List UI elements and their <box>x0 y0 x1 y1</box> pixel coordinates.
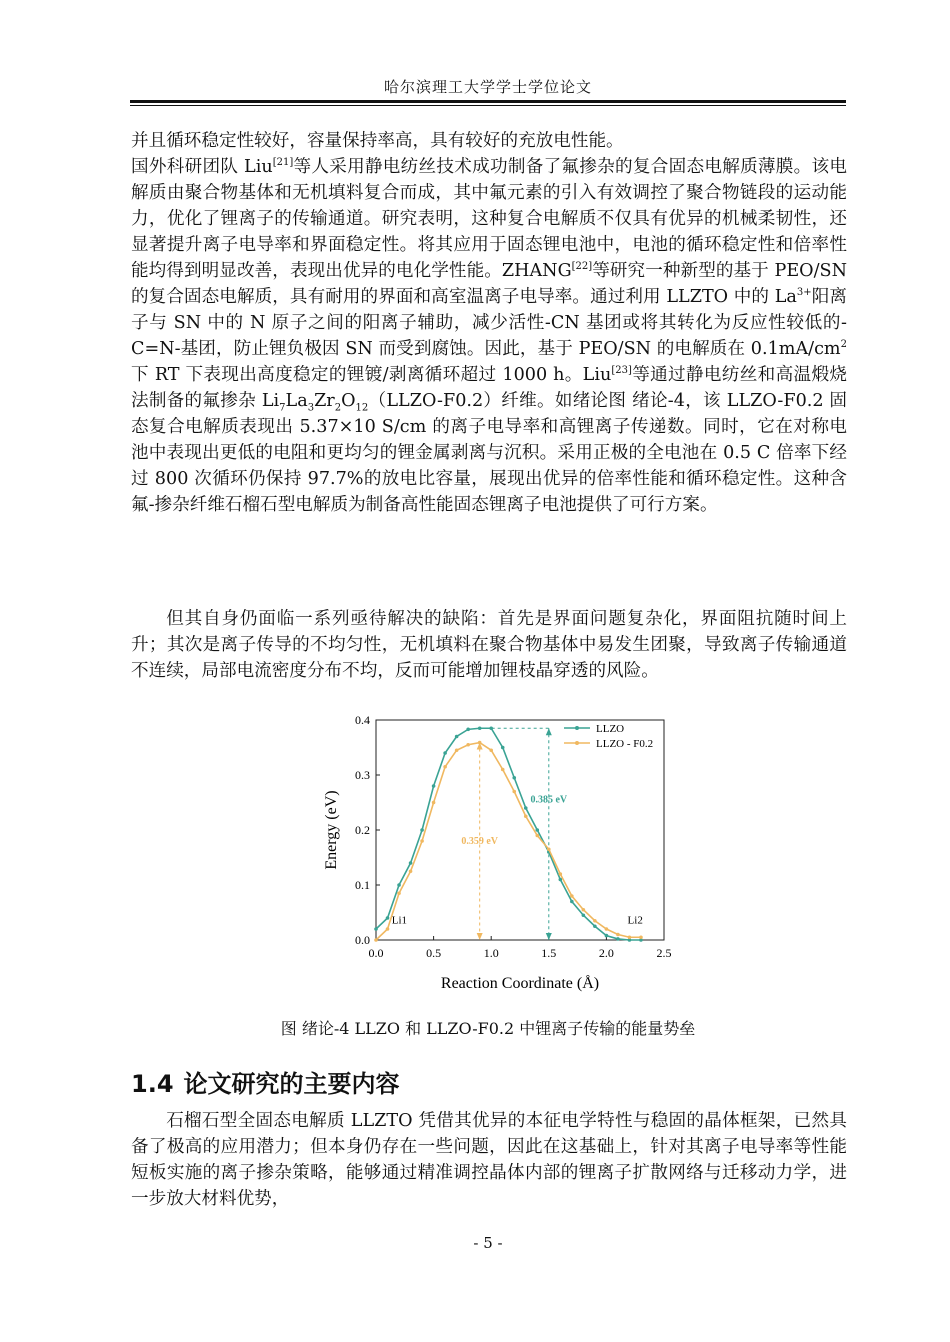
paragraph-4: 石榴石型全固态电解质 LLZTO 凭借其优异的本征电学特性与稳固的晶体框架，已然具备了极高的应用潜力；但本身仍存在一些问题，因此在这基础上，针对其离子电导率等性能短板实施的离子掺杂策略，能够通过精准调控晶体内部的锂离子扩散网络与迁移动力学，进一步放大材料优势， <box>131 1111 847 1209</box>
data-point <box>443 765 447 769</box>
header-rule-thin <box>130 105 846 106</box>
section-number: 1.4 <box>131 1070 174 1098</box>
y-axis-label: Energy (eV) <box>323 790 340 870</box>
data-point <box>455 748 459 752</box>
data-point <box>455 735 459 739</box>
llzo-arrow-head-down <box>546 933 552 940</box>
data-point <box>512 790 516 794</box>
legend-label: LLZO - F0.2 <box>596 738 654 750</box>
llzo-f-barrier-label: 0.359 eV <box>461 835 499 847</box>
data-point <box>512 776 516 780</box>
series-line-llzo-f0.2 <box>376 743 641 940</box>
y-tick-label: 0.4 <box>355 713 370 727</box>
x-tick-label: 0.5 <box>426 946 442 960</box>
x-tick-label: 2.0 <box>598 946 614 960</box>
data-point <box>386 927 390 931</box>
data-point <box>478 726 482 730</box>
data-point <box>628 935 632 939</box>
data-point <box>593 919 597 923</box>
data-point <box>639 935 643 939</box>
data-point <box>535 834 539 838</box>
llzo-arrow-head-up <box>546 728 552 735</box>
data-point <box>432 801 436 805</box>
data-point <box>501 746 505 750</box>
data-point <box>524 806 528 810</box>
page-number: - 5 - <box>473 1234 503 1252</box>
running-header: 哈尔滨理工大学学士学位论文 <box>383 78 592 96</box>
data-point <box>616 937 620 941</box>
x-tick-label: 0.0 <box>368 946 384 960</box>
data-point <box>582 908 586 912</box>
plot-frame <box>376 720 664 940</box>
series-line-llzo <box>376 728 641 940</box>
y-tick-label: 0.1 <box>355 878 370 892</box>
paragraph-2: 国外科研团队 Liu[21]等人采用静电纺丝技术成功制备了氟掺杂的复合固态电解质薄膜。该电解质由聚合物基体和无机填料复合而成，其中氟元素的引入有效调控了聚合物链段的运动能力，优化了锂离子的传输通道。研究表明，这种复合电解质不仅具有优异的机械柔韧性，还显著提升离子电导率和界面稳定性。将其应用于固态锂电池中，电池的循环稳定性和倍率性能均得到明显改善，表现出优异的电化学性能。ZHANG[22]等研究一种新型的基于 PEO/SN 的复合固态电解质，具有耐用的界面和高室温离子电导率。通过利用 LLZTO 中的 $La^{3+}$阳离子与 SN 中的 N 原子之间的阳离子辅助，减少活性-CN 基团或将其转化为反应性较低的-C=N-基团，防止锂负极因 SN 而受到腐蚀。因此，基于 PEO/SN 的电解质在 $0.1mA/cm^2$下 RT 下表现出高度稳定的锂镀/剥离循环超过 1000 h。Liu[23]等通过静电纺丝和高温煅烧法制备的氟掺杂 $Li_7La_3Zr_2O_{12}(LLZO-F0.2)$纤维。如绪论图 绪论-4，该 LLZO-F0.2 固态复合电解质表现出 5.37×10 S/cm 的离子电导率和高锂离子传递数。同时，它在对称电池中表现出更低的电阻和更均匀的锂金属剥离与沉积。采用正极的全电池在 0.5 C 倍率下经过 800 次循环仍保持 97.7%的放电比容量，展现出优异的倍率性能和循环稳定性。这种含氟-掺杂纤维石榴石型电解质为制备高性能固态锂离子电池提供了可行方案。 <box>131 157 847 515</box>
paragraph-1: 并且循环稳定性较好，容量保持率高，具有较好的充放电性能。 <box>131 131 624 151</box>
paragraph-3: 但其自身仍面临一系列亟待解决的缺陷：首先是界面问题复杂化，界面阻抗随时间上升；其次是离子传导的不均匀性，无机填料在聚合物基体中易发生团聚，导致离子传输通道不连续，局部电流密度分布不均，反而可能增加锂枝晶穿透的风险。 <box>131 609 847 681</box>
data-point <box>466 743 470 747</box>
data-point <box>547 847 551 851</box>
data-point <box>409 861 413 865</box>
data-point <box>397 891 401 895</box>
data-point <box>593 924 597 928</box>
data-point <box>524 814 528 818</box>
data-point <box>605 927 609 931</box>
x-tick-label: 2.5 <box>656 946 672 960</box>
data-point <box>374 938 378 942</box>
header-rule-thick <box>130 100 846 103</box>
x-tick-label: 1.0 <box>483 946 499 960</box>
data-point <box>535 828 539 832</box>
data-point <box>489 726 493 730</box>
data-point <box>570 894 574 898</box>
li1-label: Li1 <box>391 914 408 927</box>
citation-22[interactable]: [22] <box>571 261 593 273</box>
data-point <box>466 728 470 732</box>
energy-barrier-chart <box>318 706 688 1006</box>
legend-marker <box>575 726 579 730</box>
legend-marker <box>575 741 579 745</box>
citation-23[interactable]: [23] <box>611 365 632 377</box>
section-title: 论文研究的主要内容 <box>183 1070 400 1098</box>
citation-21[interactable]: [21] <box>272 157 294 169</box>
y-tick-label: 0.0 <box>355 933 370 947</box>
data-point <box>559 878 563 882</box>
data-point <box>570 900 574 904</box>
data-point <box>559 872 563 876</box>
data-point <box>616 933 620 937</box>
data-point <box>582 913 586 917</box>
li2-label: Li2 <box>627 914 643 927</box>
data-point <box>605 934 609 938</box>
llzo-f-arrow-head-down <box>477 933 483 940</box>
data-point <box>432 784 436 788</box>
data-point <box>420 839 424 843</box>
data-point <box>501 768 505 772</box>
figure-caption: 图 绪论-4 LLZO 和 LLZO-F0.2 中锂离子传输的能量势垒 <box>280 1019 696 1038</box>
llzo-barrier-label: 0.385 eV <box>530 794 568 806</box>
data-point <box>420 828 424 832</box>
y-tick-label: 0.2 <box>355 823 370 837</box>
data-point <box>409 869 413 873</box>
data-point <box>489 748 493 752</box>
data-point <box>386 916 390 920</box>
data-point <box>397 883 401 887</box>
legend-label: LLZO <box>596 723 625 735</box>
data-point <box>374 927 378 931</box>
x-tick-label: 1.5 <box>541 946 557 960</box>
section-heading <box>131 1064 410 1099</box>
data-point <box>443 751 447 755</box>
x-axis-label: Reaction Coordinate (Å) <box>440 975 600 992</box>
data-point <box>478 741 482 745</box>
y-tick-label: 0.3 <box>355 768 370 782</box>
